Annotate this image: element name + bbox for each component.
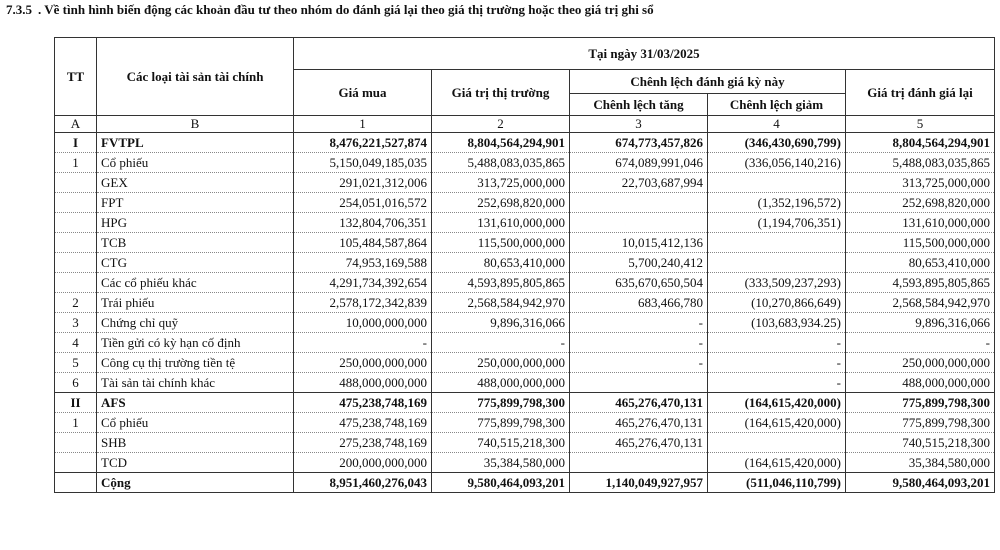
section-number: 7.3.5 xyxy=(6,2,32,17)
row-tt xyxy=(55,253,97,273)
row-decrease: - xyxy=(708,333,846,353)
row-tt: 3 xyxy=(55,313,97,333)
row-tt: 1 xyxy=(55,153,97,173)
table-row xyxy=(55,293,995,313)
row-increase xyxy=(570,373,708,393)
table-row xyxy=(55,133,995,153)
table-row xyxy=(55,393,995,413)
section-title: . Về tình hình biến động các khoản đầu tư theo nhóm do đánh giá lại theo giá thị trường hoặc theo giá trị ghi sổ xyxy=(38,2,654,17)
total-decrease: (511,046,110,799) xyxy=(708,473,846,493)
revaluation-table xyxy=(54,37,995,493)
header-revalued-value: Giá trị đánh giá lại xyxy=(846,70,995,116)
row-purchase: 291,021,312,006 xyxy=(294,173,432,193)
row-decrease: (10,270,866,649) xyxy=(708,293,846,313)
row-market: 488,000,000,000 xyxy=(432,373,570,393)
row-tt: 1 xyxy=(55,413,97,433)
row-revalued: 775,899,798,300 xyxy=(846,393,995,413)
row-decrease: - xyxy=(708,353,846,373)
row-purchase: 488,000,000,000 xyxy=(294,373,432,393)
row-revalued: 313,725,000,000 xyxy=(846,173,995,193)
table-row xyxy=(55,373,995,393)
row-tt xyxy=(55,173,97,193)
row-purchase: 254,051,016,572 xyxy=(294,193,432,213)
row-increase: 10,015,412,136 xyxy=(570,233,708,253)
row-purchase: 250,000,000,000 xyxy=(294,353,432,373)
row-market: 4,593,895,805,865 xyxy=(432,273,570,293)
row-decrease: (164,615,420,000) xyxy=(708,413,846,433)
row-revalued: - xyxy=(846,333,995,353)
table-row xyxy=(55,413,995,433)
header-date: Tại ngày 31/03/2025 xyxy=(294,38,995,70)
row-increase: 465,276,470,131 xyxy=(570,413,708,433)
row-name: Cổ phiếu xyxy=(97,413,294,433)
row-increase: 5,700,240,412 xyxy=(570,253,708,273)
row-market: 250,000,000,000 xyxy=(432,353,570,373)
row-increase: - xyxy=(570,313,708,333)
row-decrease: (103,683,934.25) xyxy=(708,313,846,333)
header-purchase-price: Giá mua xyxy=(294,70,432,116)
row-decrease: (1,194,706,351) xyxy=(708,213,846,233)
row-decrease: (164,615,420,000) xyxy=(708,453,846,473)
row-revalued: 250,000,000,000 xyxy=(846,353,995,373)
row-decrease: (164,615,420,000) xyxy=(708,393,846,413)
row-name: Trái phiếu xyxy=(97,293,294,313)
row-revalued: 115,500,000,000 xyxy=(846,233,995,253)
header-asset-type: Các loại tài sản tài chính xyxy=(97,38,294,116)
row-revalued: 5,488,083,035,865 xyxy=(846,153,995,173)
header-tt: TT xyxy=(55,38,97,116)
row-market: 2,568,584,942,970 xyxy=(432,293,570,313)
row-decrease xyxy=(708,433,846,453)
row-name: TCD xyxy=(97,453,294,473)
table-row xyxy=(55,173,995,193)
row-purchase: 475,238,748,169 xyxy=(294,413,432,433)
row-name: TCB xyxy=(97,233,294,253)
row-decrease: (346,430,690,799) xyxy=(708,133,846,153)
row-tt xyxy=(55,213,97,233)
table-row xyxy=(55,333,995,353)
row-tt: II xyxy=(55,393,97,413)
row-name: Chứng chỉ quỹ xyxy=(97,313,294,333)
row-increase: 635,670,650,504 xyxy=(570,273,708,293)
row-revalued: 252,698,820,000 xyxy=(846,193,995,213)
row-increase: 465,276,470,131 xyxy=(570,393,708,413)
table-row xyxy=(55,213,995,233)
row-decrease: (333,509,237,293) xyxy=(708,273,846,293)
total-row xyxy=(55,473,995,493)
total-market: 9,580,464,093,201 xyxy=(432,473,570,493)
row-increase xyxy=(570,193,708,213)
row-name: Các cổ phiếu khác xyxy=(97,273,294,293)
row-market: 80,653,410,000 xyxy=(432,253,570,273)
row-name: Tiền gửi có kỳ hạn cố định xyxy=(97,333,294,353)
row-decrease: (336,056,140,216) xyxy=(708,153,846,173)
row-revalued: 488,000,000,000 xyxy=(846,373,995,393)
row-market: 9,896,316,066 xyxy=(432,313,570,333)
row-purchase: 4,291,734,392,654 xyxy=(294,273,432,293)
index-cell: A xyxy=(55,116,97,133)
row-increase xyxy=(570,453,708,473)
row-purchase: - xyxy=(294,333,432,353)
row-revalued: 80,653,410,000 xyxy=(846,253,995,273)
header-increase: Chênh lệch tăng xyxy=(570,94,708,116)
row-market: 131,610,000,000 xyxy=(432,213,570,233)
index-cell: 4 xyxy=(708,116,846,133)
row-revalued: 9,896,316,066 xyxy=(846,313,995,333)
row-market: 35,384,580,000 xyxy=(432,453,570,473)
row-tt xyxy=(55,233,97,253)
row-purchase: 74,953,169,588 xyxy=(294,253,432,273)
row-increase: 674,089,991,046 xyxy=(570,153,708,173)
row-tt: 2 xyxy=(55,293,97,313)
row-revalued: 131,610,000,000 xyxy=(846,213,995,233)
column-index-row xyxy=(55,116,995,133)
index-cell: 2 xyxy=(432,116,570,133)
row-revalued: 35,384,580,000 xyxy=(846,453,995,473)
index-cell: 1 xyxy=(294,116,432,133)
table-row xyxy=(55,433,995,453)
table-row xyxy=(55,453,995,473)
row-market: 8,804,564,294,901 xyxy=(432,133,570,153)
row-increase: - xyxy=(570,353,708,373)
row-decrease xyxy=(708,173,846,193)
total-label: Cộng xyxy=(97,473,294,493)
row-increase: 465,276,470,131 xyxy=(570,433,708,453)
row-revalued: 775,899,798,300 xyxy=(846,413,995,433)
row-revalued: 8,804,564,294,901 xyxy=(846,133,995,153)
row-name: Tài sản tài chính khác xyxy=(97,373,294,393)
header-market-value: Giá trị thị trường xyxy=(432,70,570,116)
row-purchase: 275,238,748,169 xyxy=(294,433,432,453)
row-purchase: 10,000,000,000 xyxy=(294,313,432,333)
row-purchase: 475,238,748,169 xyxy=(294,393,432,413)
row-tt xyxy=(55,453,97,473)
row-market: 5,488,083,035,865 xyxy=(432,153,570,173)
index-cell: 3 xyxy=(570,116,708,133)
table-row xyxy=(55,253,995,273)
row-purchase: 5,150,049,185,035 xyxy=(294,153,432,173)
row-decrease xyxy=(708,253,846,273)
row-increase: 22,703,687,994 xyxy=(570,173,708,193)
row-purchase: 200,000,000,000 xyxy=(294,453,432,473)
row-tt xyxy=(55,273,97,293)
table-row xyxy=(55,353,995,373)
row-market: 775,899,798,300 xyxy=(432,413,570,433)
row-market: 115,500,000,000 xyxy=(432,233,570,253)
row-decrease xyxy=(708,233,846,253)
table-row xyxy=(55,233,995,253)
row-name: FVTPL xyxy=(97,133,294,153)
table-row xyxy=(55,193,995,213)
row-name: Công cụ thị trường tiền tệ xyxy=(97,353,294,373)
index-cell: B xyxy=(97,116,294,133)
header-revaluation-diff: Chênh lệch đánh giá kỳ này xyxy=(570,70,846,94)
row-tt xyxy=(55,433,97,453)
total-purchase: 8,951,460,276,043 xyxy=(294,473,432,493)
row-market: 775,899,798,300 xyxy=(432,393,570,413)
row-name: GEX xyxy=(97,173,294,193)
row-name: Cổ phiếu xyxy=(97,153,294,173)
row-purchase: 105,484,587,864 xyxy=(294,233,432,253)
row-decrease: - xyxy=(708,373,846,393)
row-increase xyxy=(570,213,708,233)
section-heading xyxy=(6,2,654,18)
table-row xyxy=(55,313,995,333)
row-tt: 4 xyxy=(55,333,97,353)
header-decrease: Chênh lệch giảm xyxy=(708,94,846,116)
row-tt xyxy=(55,193,97,213)
row-increase: 683,466,780 xyxy=(570,293,708,313)
row-market: 313,725,000,000 xyxy=(432,173,570,193)
row-market: - xyxy=(432,333,570,353)
row-increase: 674,773,457,826 xyxy=(570,133,708,153)
row-name: CTG xyxy=(97,253,294,273)
row-purchase: 2,578,172,342,839 xyxy=(294,293,432,313)
row-name: FPT xyxy=(97,193,294,213)
table-row xyxy=(55,273,995,293)
row-name: AFS xyxy=(97,393,294,413)
row-name: HPG xyxy=(97,213,294,233)
total-revalued: 9,580,464,093,201 xyxy=(846,473,995,493)
row-market: 252,698,820,000 xyxy=(432,193,570,213)
row-revalued: 2,568,584,942,970 xyxy=(846,293,995,313)
row-tt: 6 xyxy=(55,373,97,393)
row-purchase: 8,476,221,527,874 xyxy=(294,133,432,153)
row-revalued: 740,515,218,300 xyxy=(846,433,995,453)
row-name: SHB xyxy=(97,433,294,453)
row-tt: 5 xyxy=(55,353,97,373)
index-cell: 5 xyxy=(846,116,995,133)
total-increase: 1,140,049,927,957 xyxy=(570,473,708,493)
table-row xyxy=(55,153,995,173)
row-decrease: (1,352,196,572) xyxy=(708,193,846,213)
row-purchase: 132,804,706,351 xyxy=(294,213,432,233)
row-increase: - xyxy=(570,333,708,353)
row-revalued: 4,593,895,805,865 xyxy=(846,273,995,293)
row-market: 740,515,218,300 xyxy=(432,433,570,453)
row-tt: I xyxy=(55,133,97,153)
